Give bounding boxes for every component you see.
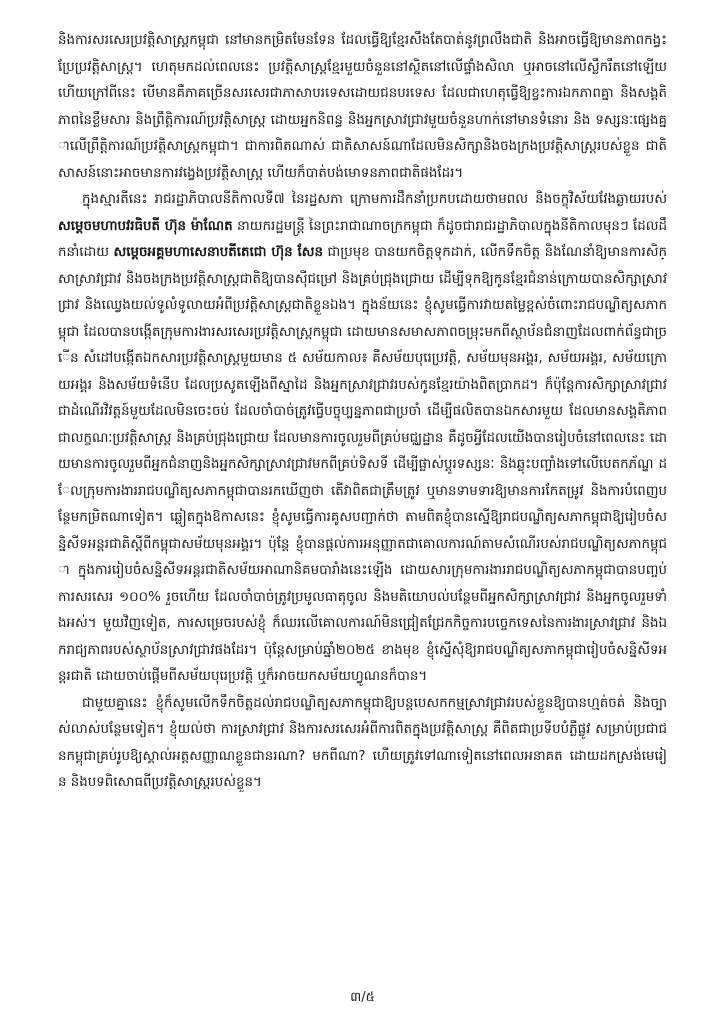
paragraph-text: នាយករដ្ឋមន្ត្រី នៃព្រះរាជាណាចក្រកម្ពុជា ក៏ដូចជារាជរដ្ឋាភិបាលក្នុងនីតិកាលមុនៗ ដែលដឹកនាំដោយ [58,218,668,260]
paragraph-1 [58,28,667,187]
paragraph-2 [58,187,667,691]
bold-title-text: សម្តេចអគ្គមហាសេនាបតីតេជោ ហ៊ុន សែន [113,245,323,260]
document-body [58,28,667,797]
paragraph-text: ជាមួយគ្នានេះ ខ្ញុំក៏សូមលើកទឹកចិត្តដល់រាជបណ្ឌិត្យសភាកម្ពុជាឱ្យបន្តបេសកកម្មស្រាវជ្រាវរបស់ខ្លួនឱ្យបានហ្មត់ចត់ និងច្បាស់លាស់បន្ថែមទៀត។ ខ្ញុំយល់ថា ការស្រាវជ្រាវ និងការសរសេរអំពីការពិតក្នុងប្រវត្តិសាស្ត្រ គឺពិតជាប្រទីបបំភ្លឺផ្លូវ សម្រាប់ប្រជាជនកម្ពុជាគ្រប់រូបឱ្យស្គាល់អត្តសញ្ញាណខ្លួនជានរណា? មកពីណា? ហើយត្រូវទៅណាទៀតនៅពេលអនាគត ដោយដកស្រង់មេរៀន និងបទពិសោធពីប្រវត្តិសាស្ត្ររបស់ខ្លួន។ [58,695,667,790]
bold-title-text: សម្តេចមហាបវរធិបតី ហ៊ុន ម៉ាណែត [58,218,233,234]
paragraph-3 [58,691,667,797]
paragraph-text: ជាប្រមុខ បានយកចិត្តទុកដាក់, លើកទឹកចិត្ត និងណែនាំឱ្យមានការសិក្សាស្រាវជ្រាវ និងចងក្រងប្រវត្តិសាស្ត្រជាតិឱ្យបានស៊ីជម្រៅ និងគ្រប់ជ្រុងជ្រោយ ដើម្បីទុកឱ្យកូនខ្មែរជំនាន់ក្រោយបានសិក្សាស្រាវជ្រាវ និងឈ្វេងយល់ទូលំទូលាយអំពីប្រវត្តិសាស្ត្រជាតិខ្លួនឯង។ ក្នុងន័យនេះ ខ្ញុំសូមធ្វើការវាយតម្លៃខ្ពស់ចំពោះរាជបណ្ឌិត្យសភាកម្ពុជា ដែលបានបង្កើតក្រុមការងារសរសេរប្រវត្តិសាស្ត្រកម្ពុជា ដោយមានសមាសភាពចម្រុះមកពីស្ថាប័នជំនាញដែលពាក់ព័ន្ធជាច្រើន សំដៅបង្កើតឯកសារប្រវត្តិសាស្ត្រមួយមាន ៥ សម័យកាល៖ គឺសម័យបុរេប្រវត្តិ, សម័យមុនអង្គរ, សម័យអង្គរ, សម័យក្រោយអង្គរ និងសម័យទំនើប ដែលប្រសូតឡើងពីស្នាដៃ និងអ្នកស្រាវជ្រាវរបស់កូនខ្មែរយ៉ាងពិតប្រាកដ។ ក៏ប៉ុន្តែការសិក្សាស្រាវជ្រាវ ជាដំណើរវិវត្តន៍មួយដែលមិនចេះចប់ ដែលចាំបាច់ត្រូវធ្វើបច្ចុប្បន្នភាពជាប្រចាំ ដើម្បីផលិតបានឯកសារមួយ ដែលមានសង្គតិភាពជាលក្ខណៈប្រវត្តិសាស្ត្រ និងគ្រប់ជ្រុងជ្រោយ ដែលមានការចូលរួមពីគ្រប់មជ្ឈដ្ឋាន គឺដូចអ្វីដែលយើងបានរៀបចំនៅពេលនេះ ដោយមានការចូលរួមពីអ្នកជំនាញនិងអ្នកសិក្សាស្រាវជ្រាវមកពីគ្រប់ទិសទី ដើម្បីផ្លាស់ប្តូរទស្សនៈ និងឆ្លុះបញ្ចាំងទៅលើបេតកភ័ណ្ឌ ដែលក្រុមការងាររាជបណ្ឌិត្យសភាកម្ពុជាបានរកឃើញថា តើវាពិតជាត្រឹមត្រូវ ឬមានទាមទារឱ្យមានការកែតម្រូវ និងការបំពេញបន្ថែមកម្រិតណាទៀត។ ឆ្លៀតក្នុងឱកាសនេះ ខ្ញុំសូមធ្វើការគូសបញ្ជាក់ថា តាមពិតខ្ញុំបានស្នើឱ្យរាជបណ្ឌិត្យសភាកម្ពុជាឱ្យរៀបចំសន្និសីទអន្តរជាតិស្តីពីកម្ពុជាសម័យមុនអង្គរ។ ប៉ុន្តែ ខ្ញុំបានផ្តល់ការអនុញ្ញាតជាគោលការណ៍តាមសំណើរបស់រាជបណ្ឌិត្យសភាកម្ពុជា ក្នុងការរៀបចំសន្និសីទអន្តរជាតិសម័យអាណានិគមបារាំងនេះឡើង ដោយសារក្រុមការងាររាជបណ្ឌិត្យសភាកម្ពុជាបានបញ្ចប់ការសរសេរ ១០០% រួចហើយ ដែលចាំបាច់ត្រូវប្រមូលធាតុចូល និងមតិយោបល់បន្ថែមពីអ្នកសិក្សាស្រាវជ្រាវ និងអ្នកចូលរួមទាំងអស់។ មួយវិញទៀត, ការសម្រេចរបស់ខ្ញុំ ក៏ឈរលើគោលការណ៍មិនជ្រៀតជ្រែកកិច្ចការបច្ចេកទេសនៃការងារស្រាវជ្រាវ និងឯករាជ្យភាពរបស់ស្ថាប័នស្រាវជ្រាវផងដែរ។ ប៉ុន្តែសម្រាប់ឆ្នាំ២០២៥ ខាងមុខ ខ្ញុំស្នើសុំឱ្យរាជបណ្ឌិត្យសភាកម្ពុជារៀបចំសន្និសីទអន្តរជាតិ ដោយចាប់ផ្តើមពីសម័យបុរេប្រវត្តិ ឬក៏អាចយកសម័យហ្វូណនក៏បាន។ [58,245,667,684]
page-number: ៣/៥ [350,990,375,1005]
paragraph-text: និងការសរសេរប្រវត្តិសាស្ត្រកម្ពុជា នៅមានកម្រិតមែនទែន ដែលធ្វើឱ្យខ្មែរសឹងតែបាត់នូវព្រលឹងជាតិ និងអាចធ្វើឱ្យមានភាពកង្វះប្រែប្រវត្តិសាស្ត្រ។ ហេតុមកដល់ពេលនេះ ប្រវត្តិសាស្ត្រខ្មែរមួយចំនួននៅស្ថិតនៅលើផ្ទាំងសិលា ឬអាចនៅលើស្លឹករឹតនៅឡើយ ហើយក្រៅពីនេះ បើមានគឺភាគច្រើនសរសេរជាភាសាបរទេសដោយជនបរទេស ដែលជាហេតុធ្វើឱ្យខ្វះការឯកភាពគ្នា និងសង្គតិភាពនៃខ្លឹមសារ និងព្រឹត្តិការណ៍ប្រវត្តិសាស្ត្រ ដោយអ្នកនិពន្ធ និងអ្នកស្រាវជ្រាវមួយចំនួនហាក់នៅមានទំនោរ និង ទស្សនៈផ្សេងគ្នាលើព្រឹត្តិការណ៍ប្រវត្តិសាស្ត្រកម្ពុជា។ ជាការពិតណាស់ ជាតិសាសន៍ណាដែលមិនសិក្សានិងចងក្រងប្រវត្តិសាស្ត្ររបស់ខ្លួន ជាតិសាសន៍នោះអាចមានការវង្វេងប្រវត្តិសាស្ត្រ ហើយក៏បាត់បង់មោទនភាពជាតិផងដែរ។ [58,33,667,181]
paragraph-text: ក្នុងស្មារតីនេះ រាជរដ្ឋាភិបាលនីតិកាលទី៧ នៃរដ្ឋសភា ក្រោមការដឹកនាំប្រកបដោយថាមពល និងចក្ខុវិស័យវែងឆ្ងាយរបស់ [82,192,667,207]
